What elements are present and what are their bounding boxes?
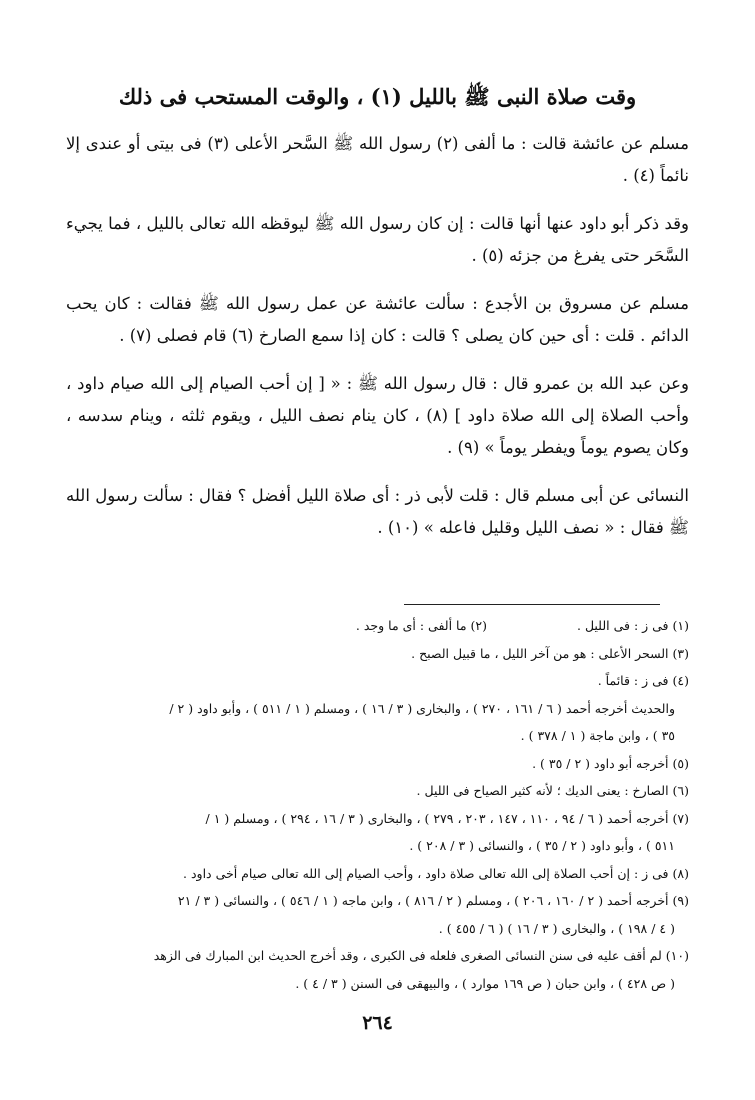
chapter-title: وقت صلاة النبى ﷺ بالليل (١) ، والوقت المستحب فى ذلك bbox=[118, 84, 637, 109]
paragraph: وعن عبد الله بن عمرو قال : قال رسول الله ﷺ : « [ إن أحب الصيام إلى الله صيام داود ، وأحب الصلاة إلى الله صلاة داود ] (٨) ، كان ينام نصف الليل ، ويقوم ثلثه ، وينام سدسه ، وكان يصوم يوماً ويفطر يوماً » (٩) . bbox=[66, 374, 689, 457]
footnote-row bbox=[66, 612, 689, 640]
footnote: (١٠) لم أقف عليه فى سنن النسائى الصغرى فلعله فى الكبرى ، وقد أخرج الحديث ابن المبارك فى الزهد bbox=[153, 948, 689, 963]
footnote: ٥١١ ) ، وأبو داود ( ٢ / ٣٥ ) ، والنسائى ( ٣ / ٢٠٨ ) . bbox=[409, 838, 675, 853]
footnote: (١) فى ز : فى الليل . bbox=[577, 618, 689, 633]
footnotes bbox=[66, 612, 689, 997]
footnote: ٣٥ ) ، وابن ماجة ( ١ / ٣٧٨ ) . bbox=[520, 728, 675, 743]
page-number: ٢٦٤ bbox=[362, 1012, 393, 1034]
footnote: (٩) أخرجه أحمد ( ٢ / ١٦٠ ، ٢٠٦ ) ، ومسلم ( ٢ / ٨١٦ ) ، وابن ماجه ( ١ / ٥٤٦ ) ، والنسائى ( ٣ / ٢١ bbox=[177, 893, 689, 908]
paragraph: مسلم عن مسروق بن الأجدع : سألت عائشة عن عمل رسول الله ﷺ فقالت : كان يحب الدائم . قلت : أى حين كان يصلى ؟ قالت : كان إذا سمع الصارخ (٦) قام فصلى (٧) . bbox=[66, 294, 689, 345]
footnote-divider bbox=[404, 604, 660, 605]
footnote: (٨) فى ز : إن أحب الصلاة إلى الله تعالى صلاة داود ، وأحب الصيام إلى الله تعالى صيام أخى داود . bbox=[183, 865, 689, 881]
footnote: (٧) أخرجه أحمد ( ٦ / ٩٤ ، ١١٠ ، ١٤٧ ، ٢٠٣ ، ٢٧٩ ) ، والبخارى ( ٣ / ١٦ ، ٢٩٤ ) ، ومسلم ( ١ / bbox=[205, 810, 689, 826]
footnote: (٦) الصارخ : يعنى الديك ؛ لأنه كثير الصياح فى الليل . bbox=[416, 783, 689, 798]
footnote: والحديث أخرجه أحمد ( ٦ / ١٦١ ، ٢٧٠ ) ، والبخارى ( ٣ / ١٦ ) ، ومسلم ( ١ / ٥١١ ) ، وأبو داود ( ٢ / bbox=[169, 700, 675, 716]
footnote: (٤) فى ز : قائماً . bbox=[597, 673, 689, 688]
paragraph: وقد ذكر أبو داود عنها أنها قالت : إن كان رسول الله ﷺ ليوقظه الله تعالى بالليل ، فما يجيء السَّحَر حتى يفرغ من جزئه (٥) . bbox=[66, 214, 689, 265]
footnote: (٥) أخرجه أبو داود ( ٢ / ٣٥ ) . bbox=[532, 755, 689, 771]
paragraph: النسائى عن أبى مسلم قال : قلت لأبى ذر : أى صلاة الليل أفضل ؟ فقال : سألت رسول الله ﷺ فقال : « نصف الليل وقليل فاعله » (١٠) . bbox=[66, 486, 689, 537]
footnote: (٣) السحر الأعلى : هو من آخر الليل ، ما قبيل الصبح . bbox=[411, 645, 689, 661]
footnote: ( ٤ / ١٩٨ ) ، والبخارى ( ٣ / ١٦ ) ( ٦ / ٤٥٥ ) . bbox=[438, 920, 675, 936]
footnote: (٢) ما ألفى : أى ما وجد . bbox=[355, 618, 487, 633]
main-text bbox=[66, 128, 689, 560]
footnote: ( ص ٤٢٨ ) ، وابن حبان ( ص ١٦٩ موارد ) ، والبيهقى فى السنن ( ٣ / ٤ ) . bbox=[295, 975, 675, 991]
paragraph: مسلم عن عائشة قالت : ما ألفى (٢) رسول الله ﷺ السَّحر الأعلى (٣) فى بيتى أو عندى إلا نائماً (٤) . bbox=[66, 134, 689, 185]
